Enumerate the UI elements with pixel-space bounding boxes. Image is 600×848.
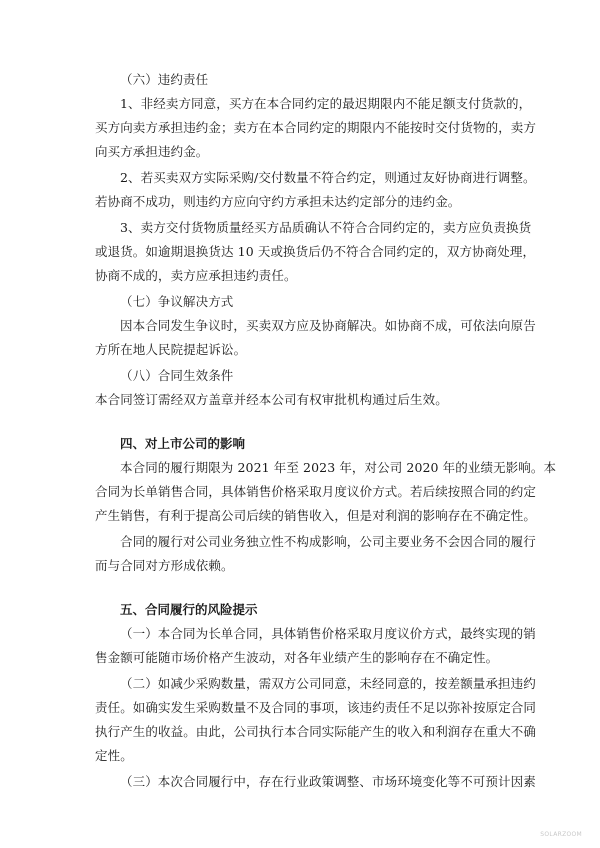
text-line: 2、若买卖双方实际采购/交付数量不符合约定，则通过友好协商进行调整。	[120, 170, 536, 185]
section-4-paragraph-1	[95, 456, 557, 528]
document-body	[95, 68, 557, 796]
text-line: 本合同的履行期限为 2021 年至 2023 年，对公司 2020 年的业绩无影响。本	[120, 460, 557, 475]
text-line: 1、非经卖方同意，买方在本合同约定的最迟期限内不能足额支付货款的，	[120, 96, 532, 111]
text-line: 合同的履行对公司业务独立性不构成影响，公司主要业务不会因合同的履行	[120, 534, 536, 549]
section-6-paragraph-1	[95, 92, 537, 164]
text-line: 而与合同对方形成依赖。	[95, 558, 234, 573]
text-line: 若协商不成功，则违约方应向守约方承担未达约定部分的违约金。	[95, 194, 461, 209]
section-6-paragraph-3	[95, 216, 536, 288]
text-line: 合同为长单销售合同，具体销售价格采取月度议价方式。若后续按照合同的约定	[95, 484, 537, 499]
section-5-paragraph-3	[95, 770, 536, 794]
text-line: 定性。	[95, 748, 133, 763]
text-line: （二）如减少采购数量，需双方公司同意，未经同意的，按差额量承担违约	[120, 676, 536, 691]
text-line: 执行产生的收益。由此，公司执行本合同实际能产生的收入和利润存在重大不确	[95, 724, 537, 739]
section-7-heading: （七）争议解决方式	[120, 294, 234, 309]
section-4-title: 四、对上市公司的影响	[120, 436, 246, 451]
text-line: （一）本合同为长单合同，具体销售价格采取月度议价方式，最终实现的销	[120, 626, 536, 641]
watermark-logo: SOLARZOOM	[540, 831, 582, 838]
section-8-paragraph	[95, 388, 515, 412]
section-6-heading: （六）违约责任	[120, 72, 209, 87]
text-line: 3、卖方交付货物质量经买方品质确认不符合合同约定的，卖方应负责换货	[120, 220, 532, 235]
section-6-paragraph-2	[95, 166, 536, 214]
section-5-title: 五、合同履行的风险提示	[120, 602, 258, 617]
text-line: 买方向卖方承担违约金；卖方在本合同约定的期限内不能按时交付货物的，卖方	[95, 120, 537, 135]
section-5-paragraph-1	[95, 622, 536, 670]
text-line: 因本合同发生争议时，买卖双方应及协商解决。如协商不成，可依法向原告	[120, 318, 536, 333]
text-line: 产生销售，有利于提高公司后续的销售收入，但是对利润的影响存在不确定性。	[95, 508, 537, 523]
text-line: 向买方承担违约金。	[95, 144, 209, 159]
text-line: 方所在地人民院提起诉讼。	[95, 342, 247, 357]
text-line: 本合同签订需经双方盖章并经本公司有权审批机构通过后生效。	[95, 392, 448, 407]
text-line: （三）本次合同履行中，存在行业政策调整、市场环境变化等不可预计因素	[120, 774, 536, 789]
text-line: 售金额可能随市场价格产生波动，对各年业绩产生的影响存在不确定性。	[95, 650, 499, 665]
section-8-heading: （八）合同生效条件	[120, 368, 234, 383]
text-line: 协商不成的，卖方应承担违约责任。	[95, 268, 297, 283]
section-7-paragraph	[95, 314, 536, 362]
section-5-paragraph-2	[95, 672, 537, 768]
text-line: 责任。如确实发生采购数量不及合同的事项，该违约责任不足以弥补按原定合同	[95, 700, 537, 715]
text-line: 或退货。如逾期退换货达 10 天或换货后仍不符合合同约定的，双方协商处理，	[95, 244, 536, 259]
section-4-paragraph-2	[95, 530, 536, 578]
